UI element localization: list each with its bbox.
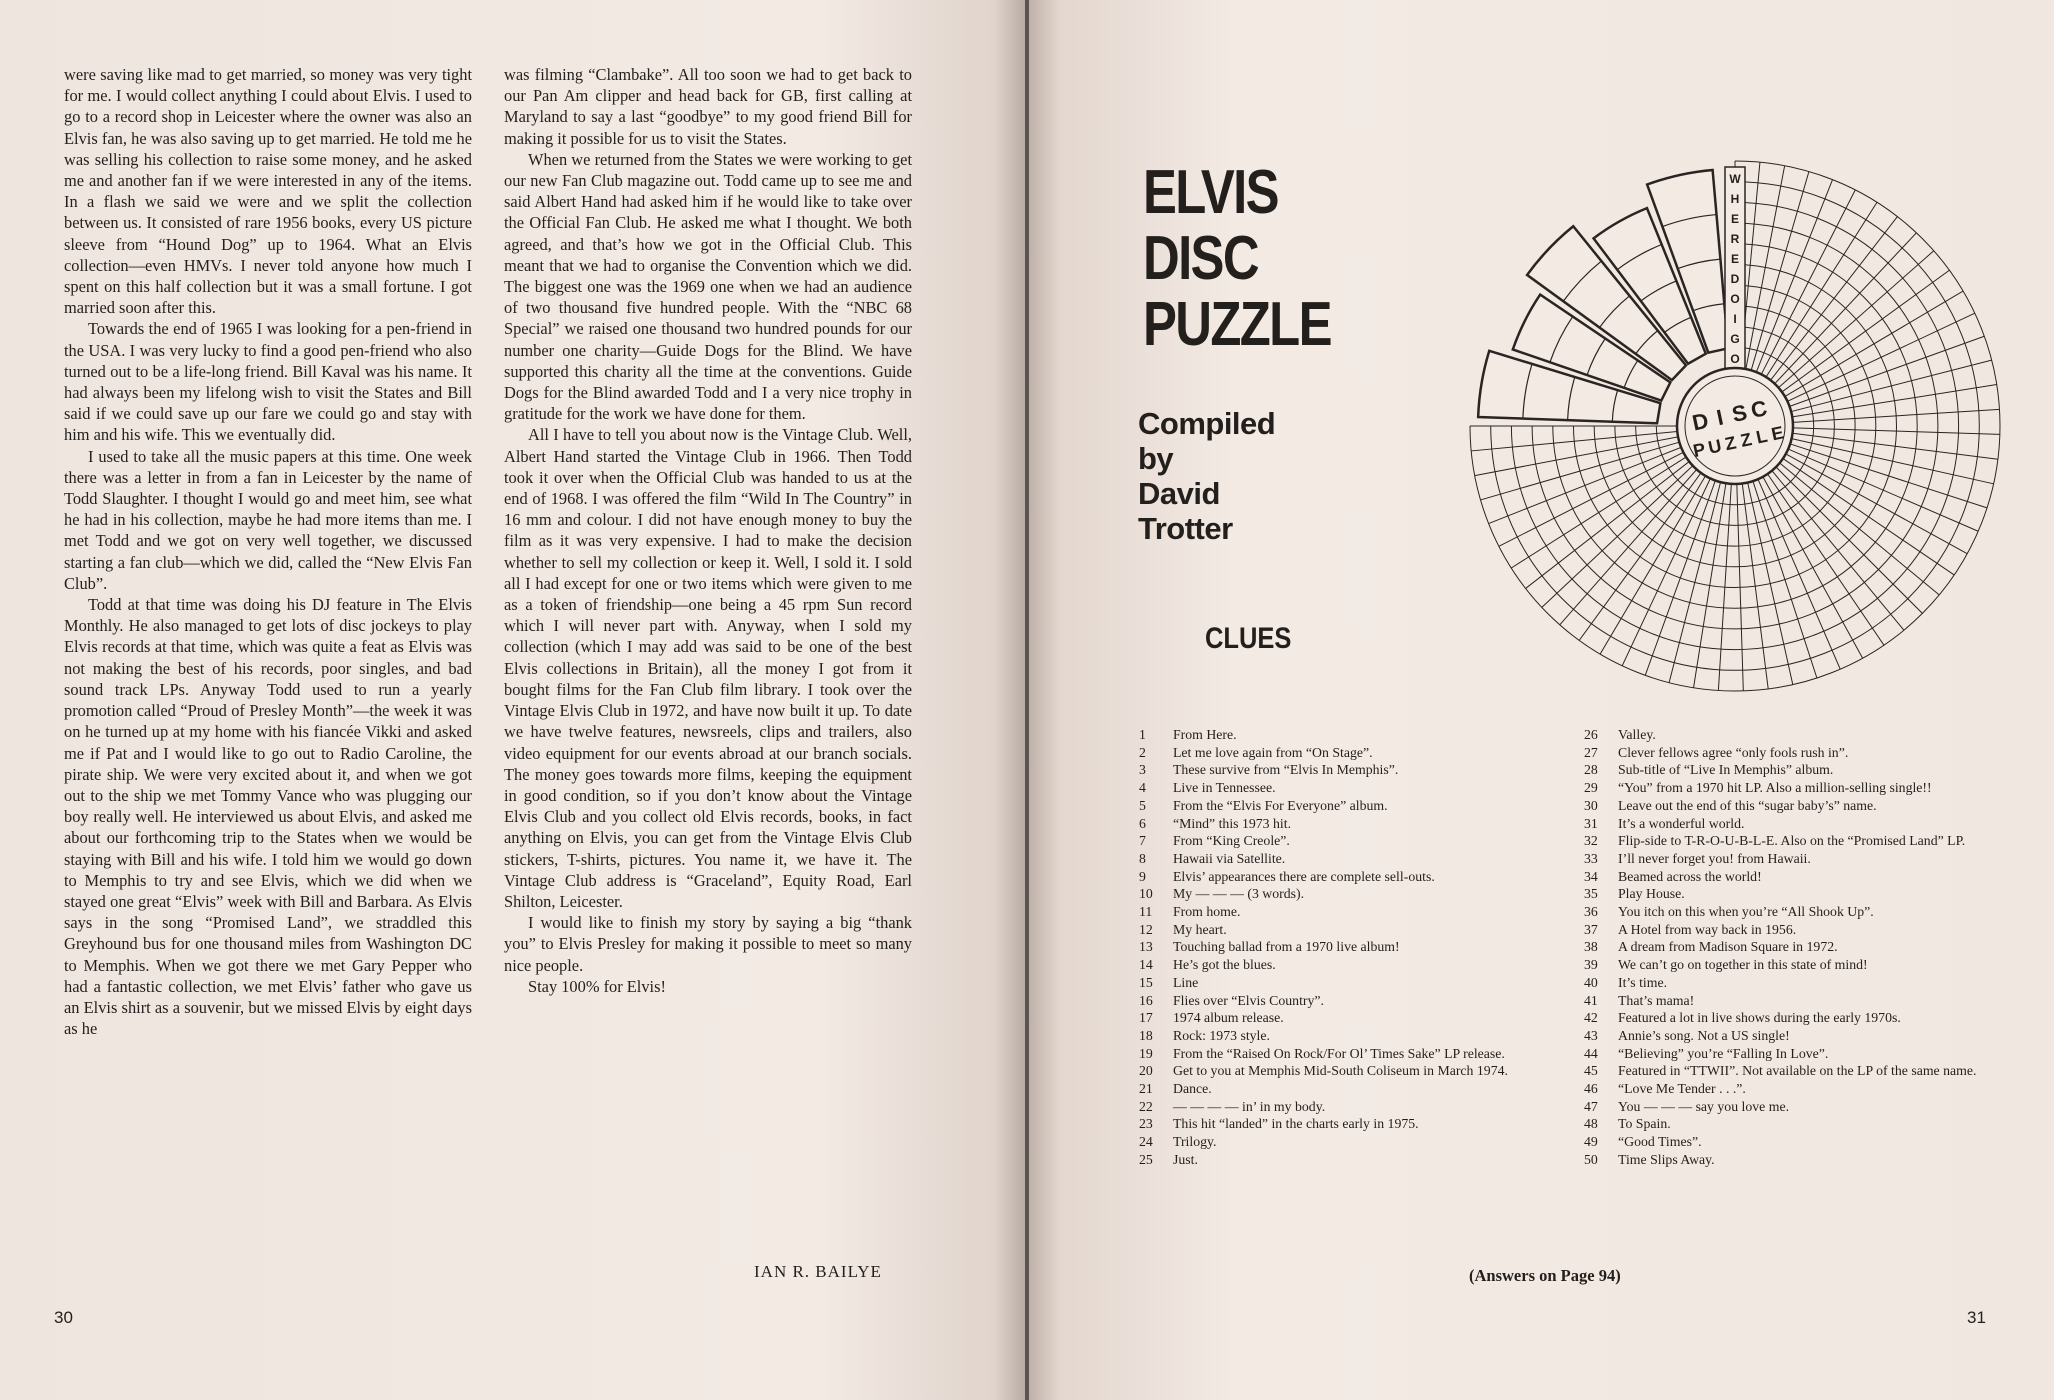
clue-item xyxy=(1584,832,2054,850)
hub-letter: U xyxy=(1706,435,1724,458)
clue-item xyxy=(1584,885,2054,903)
clue-item xyxy=(1139,832,1559,850)
clue-item xyxy=(1139,1027,1559,1045)
clue-text: “Believing” you’re “Falling In Love”. xyxy=(1618,1045,1829,1061)
clue-text: We can’t go on together in this state of mind! xyxy=(1618,957,1868,973)
grid-spoke xyxy=(1471,431,1677,450)
spine-letter: O xyxy=(1730,292,1740,306)
clue-item xyxy=(1584,1045,2054,1063)
clue-number: 5 xyxy=(1139,797,1146,813)
clue-item xyxy=(1139,1045,1559,1063)
clue-text: It’s a wonderful world. xyxy=(1618,815,1745,831)
grid-spoke xyxy=(1645,481,1715,676)
clue-number: 15 xyxy=(1139,974,1153,990)
clue-text: Clever fellows agree “only fools rush in”. xyxy=(1618,744,1849,760)
clue-text: I’ll never forget you! from Hawaii. xyxy=(1618,850,1811,866)
clue-item xyxy=(1139,992,1559,1010)
clue-text: “You” from a 1970 hit LP. Also a million-selling single!! xyxy=(1618,780,1932,796)
clue-item xyxy=(1584,992,2054,1010)
clue-text: Elvis’ appearances there are complete sell-outs. xyxy=(1173,868,1435,884)
clue-text: Trilogy. xyxy=(1173,1134,1217,1150)
clue-number: 22 xyxy=(1139,1098,1153,1114)
hub-letter: I xyxy=(1714,404,1726,431)
article-column-1 xyxy=(64,64,472,1039)
clue-text: Dance. xyxy=(1173,1081,1212,1097)
clue-item xyxy=(1584,974,2054,992)
clue-item xyxy=(1139,779,1559,797)
clue-text: Line xyxy=(1173,974,1199,990)
clue-item xyxy=(1584,797,2054,815)
clue-number: 24 xyxy=(1139,1134,1153,1150)
hub-letter: Z xyxy=(1738,429,1754,451)
clue-item xyxy=(1584,1009,2054,1027)
clue-item xyxy=(1584,868,2054,886)
clue-number: 25 xyxy=(1139,1151,1153,1167)
clue-number: 13 xyxy=(1139,939,1153,955)
grid-spoke xyxy=(1694,483,1726,687)
credit-line: David xyxy=(1138,476,1220,511)
right-page xyxy=(1029,0,2054,1400)
clue-number: 30 xyxy=(1584,797,1598,813)
clue-item xyxy=(1139,938,1559,956)
spine-letter: R xyxy=(1730,232,1740,246)
clue-item xyxy=(1139,815,1559,833)
page-number: 30 xyxy=(54,1308,73,1327)
clues-heading: CLUES xyxy=(1205,622,1292,655)
answers-note: (Answers on Page 94) xyxy=(1469,1266,1621,1285)
clue-item xyxy=(1584,1151,2054,1169)
clue-text: A dream from Madison Square in 1972. xyxy=(1618,939,1838,955)
clue-number: 33 xyxy=(1584,850,1598,866)
clue-text: My — — — (3 words). xyxy=(1173,886,1305,902)
clue-text: Let me love again from “On Stage”. xyxy=(1173,744,1373,760)
paragraph: Stay 100% for Elvis! xyxy=(528,976,666,996)
paragraph: When we returned from the States we were working to get our new Fan Club magazine out. Todd came up to see me and said Albert Hand had asked him if he would like to take over the Official Fan Club. He asked me what I thought. We both agreed, and that’s how we got in the Official Club. This meant that we had to organise the Convention which we did. The biggest one was the 1969 one when we had an audience of two thousand five hundred people. With the “NBC 68 Special” we raised one thousand two hundred pounds for our number one charity—Guide Dogs for the Blind. We have supported this charity all the time at the conventions. Guide Dogs for the Blind awarded Todd and I a very nice trophy in gratitude for the work we have done for them. xyxy=(504,149,912,424)
clue-text: Get to you at Memphis Mid-South Coliseum in March 1974. xyxy=(1173,1063,1508,1079)
title-line: PUZZLE xyxy=(1143,290,1331,359)
hub-letter: E xyxy=(1769,422,1786,445)
clue-item xyxy=(1584,938,2054,956)
grid-spoke xyxy=(1790,336,1985,406)
hub-letter: C xyxy=(1748,395,1770,424)
clue-text: He’s got the blues. xyxy=(1173,957,1276,973)
clue-item xyxy=(1139,761,1559,779)
clue-number: 12 xyxy=(1139,921,1153,937)
clue-number: 11 xyxy=(1139,904,1153,920)
clue-item xyxy=(1139,726,1559,744)
puzzle-title xyxy=(1143,160,1331,358)
clue-number: 1 xyxy=(1139,727,1146,742)
grid-spoke xyxy=(1499,452,1683,546)
clue-number: 3 xyxy=(1139,762,1146,778)
clue-item xyxy=(1139,850,1559,868)
clue-item xyxy=(1139,744,1559,762)
clue-item xyxy=(1139,974,1559,992)
paragraph: All I have to tell you about now is the Vintage Club. Well, Albert Hand started the Vintage Club in 1966. Then Todd took it over when the Official Club was handed to us at the end of 1968. I was offered the film “Wild In The Country” in 16 mm and colour. I did not have enough money to buy the film as it was very expensive. I had to make the decision whether to sell my collection or keep it. Well, I sold it. I sold all I had except for one or two items which were given to me as a token of friendship—one being a 45 rpm Sun record which I will never part with. Anyway, when I sold my collection (which I may add was said to be one of the best Elvis collections in Britain), all the money I got from it bought films for the Fan Club film library. I took over the Vintage Elvis Club in 1972, and have now built it up. To date we have twelve features, newsreels, clips and trailers, also video equipment for our events abroad at our branch socials. The money goes towards more films, keeping the equipment in good condition, so if you don’t know about the Vintage Elvis Club and you collect old Elvis records, books, in fact anything on Elvis, you can get from the Vintage Elvis Club stickers, T-shirts, pictures. You name it, we have it. The Vintage Club address is “Graceland”, Equity Road, Earl Shilton, Leicester. xyxy=(504,425,912,911)
clue-text: “Good Times”. xyxy=(1618,1134,1702,1150)
clue-number: 9 xyxy=(1139,868,1146,884)
clue-text: Live in Tennessee. xyxy=(1173,780,1276,796)
clue-text: Featured in “TTWII”. Not available on the LP of the same name. xyxy=(1618,1063,1977,1079)
clue-text: From “King Creole”. xyxy=(1173,833,1290,849)
clue-text: — — — — in’ in my body. xyxy=(1173,1098,1326,1114)
clue-text: Flip-side to T-R-O-U-B-L-E. Also on the “Promised Land” LP. xyxy=(1618,833,1966,849)
clue-number: 20 xyxy=(1139,1063,1153,1079)
clue-item xyxy=(1139,1098,1559,1116)
spine-letter: W xyxy=(1729,172,1741,186)
clue-item xyxy=(1584,850,2054,868)
clue-text: Annie’s song. Not a US single! xyxy=(1618,1027,1790,1043)
clue-text: Rock: 1973 style. xyxy=(1173,1027,1270,1043)
clue-text: Leave out the end of this “sugar baby’s” name. xyxy=(1618,797,1877,813)
grid-spoke xyxy=(1756,180,1832,372)
clue-number: 4 xyxy=(1139,780,1146,796)
spine-letter: O xyxy=(1730,352,1740,366)
clue-text: From the “Raised On Rock/For Ol’ Times Sake” LP release. xyxy=(1173,1045,1505,1061)
clue-number: 26 xyxy=(1584,727,1598,742)
clue-item xyxy=(1584,744,2054,762)
clue-text: Valley. xyxy=(1618,727,1656,742)
paragraph: I used to take all the music papers at this time. One week there was a letter in from a fan in Leicester by the name of Todd Slaughter. I thought I would go and meet him, see what he had in his collection, maybe he had more items than me. I met Todd and we got on very well together, we discussed starting a fan club—which we did, called the “New Elvis Fan Club”. xyxy=(64,446,472,593)
clue-number: 10 xyxy=(1139,886,1153,902)
hub-letter: D xyxy=(1689,407,1711,436)
clue-number: 42 xyxy=(1584,1010,1598,1026)
grid-spoke xyxy=(1780,463,1939,595)
grid-spoke xyxy=(1771,217,1898,381)
clue-number: 36 xyxy=(1584,904,1598,920)
clue-number: 31 xyxy=(1584,815,1598,831)
clue-item xyxy=(1584,921,2054,939)
clue-item xyxy=(1139,885,1559,903)
grid-spoke xyxy=(1761,190,1855,374)
clue-text: A Hotel from way back in 1956. xyxy=(1618,921,1797,937)
clue-item xyxy=(1139,903,1559,921)
clue-number: 34 xyxy=(1584,868,1598,884)
page-number: 31 xyxy=(1967,1308,1986,1327)
clue-text: These survive from “Elvis In Memphis”. xyxy=(1173,762,1399,778)
clue-text: Featured a lot in live shows during the early 1970s. xyxy=(1618,1010,1901,1026)
clue-number: 27 xyxy=(1584,744,1598,760)
grid-spoke xyxy=(1481,442,1680,500)
clue-number: 37 xyxy=(1584,921,1598,937)
clue-text: This hit “landed” in the charts early in 1975. xyxy=(1173,1116,1419,1132)
clue-number: 43 xyxy=(1584,1027,1598,1043)
grid-spoke xyxy=(1768,474,1884,645)
clue-number: 45 xyxy=(1584,1063,1598,1079)
clue-item xyxy=(1584,761,2054,779)
grid-spoke xyxy=(1475,437,1678,476)
clue-number: 6 xyxy=(1139,815,1146,831)
clue-text: My heart. xyxy=(1173,921,1227,937)
spine-letter: G xyxy=(1730,332,1740,346)
clue-text: Sub-title of “Live In Memphis” album. xyxy=(1618,762,1834,778)
clue-number: 39 xyxy=(1584,957,1598,973)
clue-text: Beamed across the world! xyxy=(1618,868,1762,884)
clue-number: 14 xyxy=(1139,957,1153,973)
clue-item xyxy=(1139,1133,1559,1151)
clue-text: Time Slips Away. xyxy=(1618,1151,1715,1167)
disc-puzzle-grid xyxy=(1435,136,2035,696)
clue-text: It’s time. xyxy=(1618,974,1668,990)
clue-item xyxy=(1584,726,2054,744)
credit-line: by xyxy=(1138,441,1174,476)
clue-number: 16 xyxy=(1139,992,1153,1008)
clue-number: 35 xyxy=(1584,886,1598,902)
clue-number: 28 xyxy=(1584,762,1598,778)
spine-letter: H xyxy=(1730,192,1740,206)
clue-text: Play House. xyxy=(1618,886,1685,902)
grid-spoke xyxy=(1746,166,1785,369)
grid-spoke xyxy=(1783,459,1954,575)
grid-spoke xyxy=(1526,462,1690,589)
title-line: DISC xyxy=(1143,224,1258,293)
clue-number: 46 xyxy=(1584,1081,1598,1097)
grid-spoke xyxy=(1772,471,1904,630)
clue-number: 29 xyxy=(1584,780,1598,796)
clue-number: 49 xyxy=(1584,1134,1598,1150)
hub-letter: S xyxy=(1729,399,1750,428)
clue-text: From the “Elvis For Everyone” album. xyxy=(1173,797,1388,813)
clue-item xyxy=(1584,779,2054,797)
paragraph: was filming “Clambake”. All too soon we had to get back to our Pan Am clipper and head back for GB, first calling at Maryland to say a last “goodbye” to my good friend Bill for making it possible for us to visit the States. xyxy=(504,65,912,148)
spine-letter: I xyxy=(1733,312,1737,326)
grid-spoke xyxy=(1792,385,1996,417)
paragraph: Towards the end of 1965 I was looking for a pen-friend in the USA. I was very lucky to find a good pen-friend who also turned out to be a life-long friend. Bill Kaval was his name. It had always been my lifelong wish to visit the States and Bill said if we could save up our fare we could go and stay with him and his wife. This we eventually did. xyxy=(64,319,472,445)
clue-item xyxy=(1139,1080,1559,1098)
clue-text: From Here. xyxy=(1173,727,1237,742)
compiler-credit xyxy=(1138,406,1275,546)
author-signature: IAN R. BAILYE xyxy=(754,1262,882,1281)
clue-number: 48 xyxy=(1584,1116,1598,1132)
clue-item xyxy=(1139,921,1559,939)
clue-item xyxy=(1584,1027,2054,1045)
clue-item xyxy=(1139,797,1559,815)
clue-text: Just. xyxy=(1173,1151,1198,1167)
clue-item xyxy=(1139,1009,1559,1027)
paragraph: were saving like mad to get married, so money was very tight for me. I would collect anything I could about Elvis. I used to go to a record shop in Leicester where the owner was also an Elvis fan, he was also saving up to get married. He told me he was selling his collection to raise some money, and he asked me and another fan if we were interested in any of the items. In a flash we said we were and we split the collection between us. It consisted of rare 1956 books, every US picture sleeve from “Hound Dog” up to 1964. What an Elvis collection—even HMVs. I never told anyone how much I spent on this half collection but it was a small fortune. I got married soon after this. xyxy=(64,65,472,318)
clue-number: 40 xyxy=(1584,974,1598,990)
clue-item xyxy=(1139,1151,1559,1169)
grid-spoke xyxy=(1560,470,1697,625)
clue-number: 2 xyxy=(1139,744,1146,760)
clue-text: 1974 album release. xyxy=(1173,1010,1284,1026)
clues-list-26-50 xyxy=(1584,726,2054,1169)
clue-number: 7 xyxy=(1139,833,1146,849)
grid-spoke xyxy=(1489,447,1681,523)
left-page xyxy=(0,0,1025,1400)
clue-number: 50 xyxy=(1584,1151,1598,1167)
clue-number: 44 xyxy=(1584,1045,1598,1061)
title-line: ELVIS xyxy=(1143,158,1278,227)
clue-number: 23 xyxy=(1139,1116,1153,1132)
article-column-2 xyxy=(504,64,912,997)
grid-spoke xyxy=(1751,172,1809,371)
clue-text: Hawaii via Satellite. xyxy=(1173,850,1286,866)
grid-spoke xyxy=(1779,251,1934,388)
credit-line: Compiled xyxy=(1138,406,1276,441)
clue-number: 8 xyxy=(1139,850,1146,866)
clue-text: From home. xyxy=(1173,904,1241,920)
clue-item xyxy=(1584,1062,2054,1080)
hub-letter: L xyxy=(1754,425,1770,448)
clue-item xyxy=(1584,956,2054,974)
clue-item xyxy=(1139,868,1559,886)
clue-text: To Spain. xyxy=(1618,1116,1671,1132)
credit-line: Trotter xyxy=(1138,511,1233,546)
clue-number: 17 xyxy=(1139,1010,1153,1026)
clue-number: 19 xyxy=(1139,1045,1153,1061)
clue-item xyxy=(1584,1098,2054,1116)
clue-item xyxy=(1584,1080,2054,1098)
clue-item xyxy=(1139,1062,1559,1080)
clue-number: 21 xyxy=(1139,1081,1153,1097)
clues-list-1-25 xyxy=(1139,726,1559,1169)
clue-item xyxy=(1139,1115,1559,1133)
clue-text: Touching ballad from a 1970 live album! xyxy=(1173,939,1400,955)
clue-item xyxy=(1584,815,2054,833)
hub-letter: P xyxy=(1691,438,1708,461)
clue-text: “Mind” this 1973 hit. xyxy=(1173,815,1292,831)
clue-number: 18 xyxy=(1139,1027,1153,1043)
spine-letter: E xyxy=(1730,212,1740,226)
spine-letter: D xyxy=(1730,272,1740,286)
clue-text: That’s mama! xyxy=(1618,992,1695,1008)
clue-item xyxy=(1584,903,2054,921)
clue-number: 47 xyxy=(1584,1098,1598,1114)
paragraph: I would like to finish my story by saying a big “thank you” to Elvis Presley for making it possible to meet so many nice people. xyxy=(504,913,912,975)
clue-number: 41 xyxy=(1584,992,1598,1008)
hub-letter: Z xyxy=(1723,432,1738,455)
clue-number: 38 xyxy=(1584,939,1598,955)
clue-item xyxy=(1139,956,1559,974)
paragraph: Todd at that time was doing his DJ feature in The Elvis Monthly. He also managed to get lots of disc jockeys to play Elvis records at that time, which was quite a feat as Elvis was not making the best of his records, poor singles, and bad sound track LPs. Anyway Todd used to run a yearly promotion called “Proud of Presley Month”—the week it was on he turned up at my home with his fiancée Vikki and asked me if Pat and I would like to go out to Radio Caroline, the pirate ship. We were very excited about it, and when we got out to the ship we met Tommy Vance who was plugging our boy really well. He interviewed us about Elvis, and asked me about our forthcoming trip to the States when we would be staying with Bill and his wife. I told him we would go down to Memphis to try and see Elvis, which we did when we stayed one great “Elvis” week with Bill and Barbara. As Elvis says in the song “Promised Land”, we straddled this Greyhound bus for one thousand miles from Washington DC to Memphis. When we got there we met Gary Pepper who had a fantastic collection, we met Elvis’ father who gave us an Elvis shirt as a souvenir, but we missed Elvis by eight days as he xyxy=(64,595,472,1039)
clue-text: You — — — say you love me. xyxy=(1618,1098,1790,1114)
clue-text: Flies over “Elvis Country”. xyxy=(1173,992,1324,1008)
clue-text: You itch on this when you’re “All Shook Up”. xyxy=(1618,904,1874,920)
spine-letter: E xyxy=(1730,252,1740,266)
clue-text: “Love Me Tender . . .”. xyxy=(1618,1081,1746,1097)
clue-number: 32 xyxy=(1584,833,1598,849)
clue-item xyxy=(1584,1115,2054,1133)
clue-item xyxy=(1584,1133,2054,1151)
